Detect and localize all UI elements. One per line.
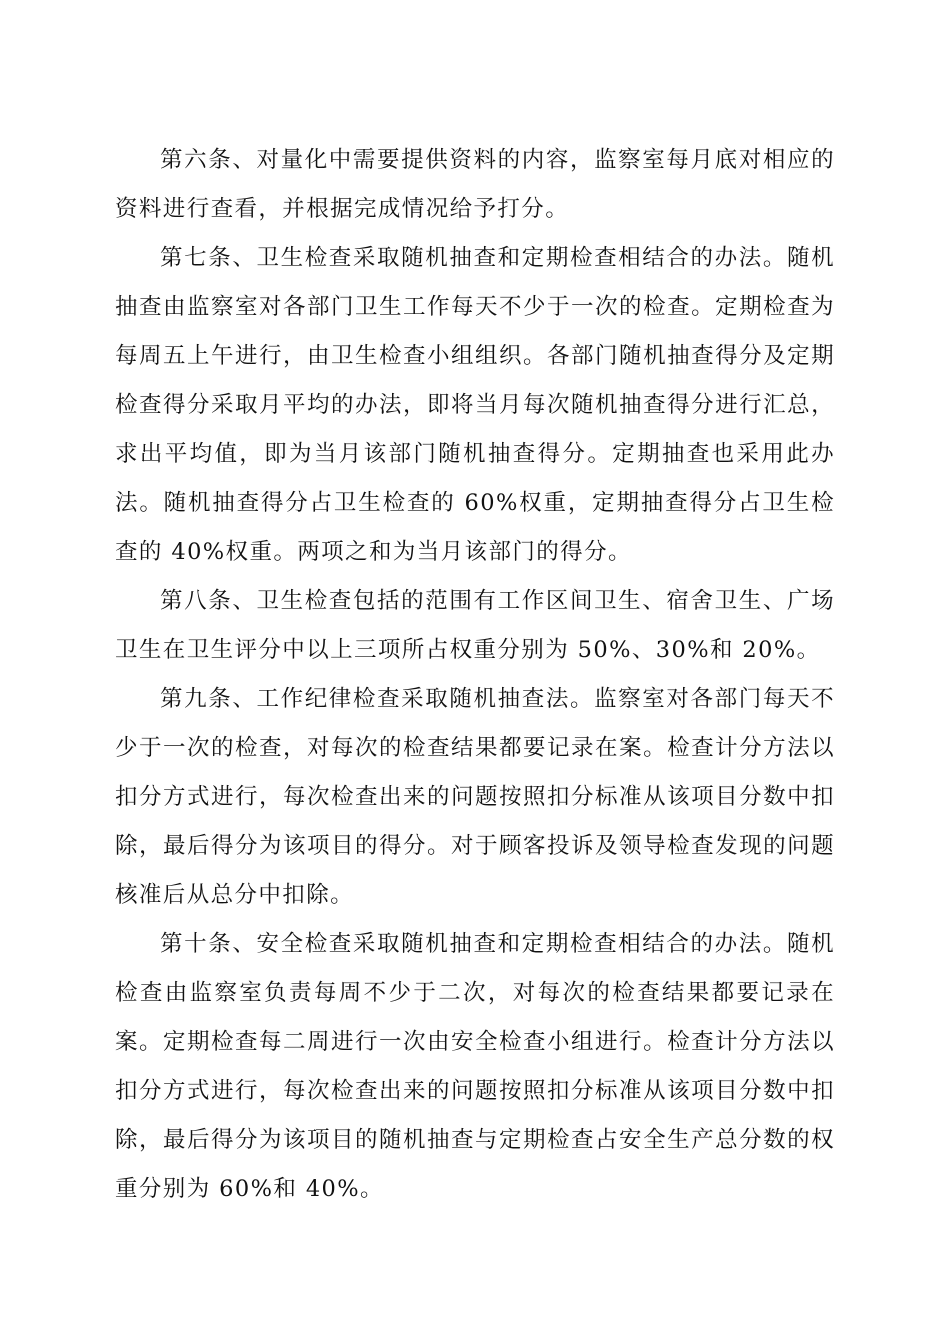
article-8-paragraph: 第八条、卫生检查包括的范围有工作区间卫生、宿舍卫生、广场卫生在卫生评分中以上三项所占权重分别为 50%、30%和 20%。	[115, 588, 835, 663]
article-10-paragraph: 第十条、安全检查采取随机抽查和定期检查相结合的办法。随机检查由监察室负责每周不少于二次，对每次的检查结果都要记录在案。定期检查每二周进行一次由安全检查小组进行。检查计分方法以扣分方式进行，每次检查出来的问题按照扣分标准从该项目分数中扣除，最后得分为该项目的随机抽查与定期检查占安全生产总分数的权重分别为 60%和 40%。	[115, 931, 835, 1202]
article-6-paragraph: 第六条、对量化中需要提供资料的内容，监察室每月底对相应的资料进行查看，并根据完成情况给予打分。	[115, 147, 835, 222]
article-7-paragraph: 第七条、卫生检查采取随机抽查和定期检查相结合的办法。随机抽查由监察室对各部门卫生工作每天不少于一次的检查。定期检查为每周五上午进行，由卫生检查小组组织。各部门随机抽查得分及定期检查得分采取月平均的办法，即将当月每次随机抽查得分进行汇总，求出平均值，即为当月该部门随机抽查得分。定期抽查也采用此办法。随机抽查得分占卫生检查的 60%权重，定期抽查得分占卫生检查的 40%权重。两项之和为当月该部门的得分。	[115, 245, 835, 565]
document-body	[115, 136, 835, 1214]
article-9-paragraph: 第九条、工作纪律检查采取随机抽查法。监察室对各部门每天不少于一次的检查，对每次的检查结果都要记录在案。检查计分方法以扣分方式进行，每次检查出来的问题按照扣分标准从该项目分数中扣除，最后得分为该项目的得分。对于顾客投诉及领导检查发现的问题核准后从总分中扣除。	[115, 686, 835, 908]
